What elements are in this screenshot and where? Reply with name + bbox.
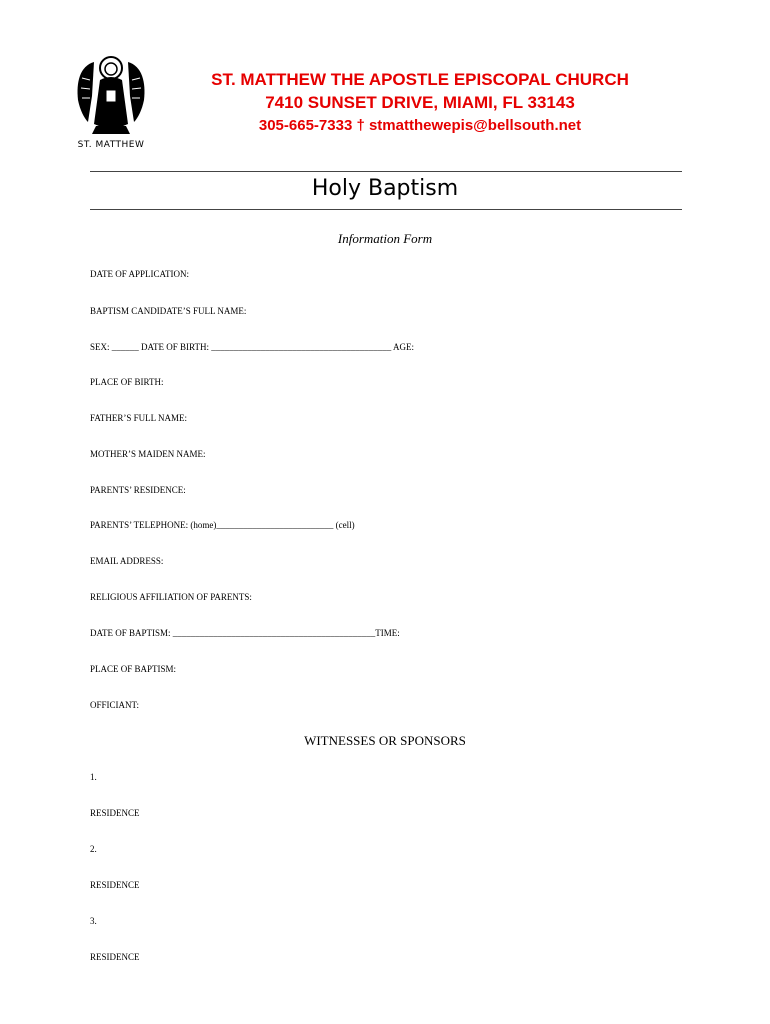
field-date-of-application[interactable]: DATE OF APPLICATION: bbox=[90, 269, 192, 279]
church-logo bbox=[72, 52, 150, 156]
church-contact: 305-665-7333 † stmatthewepis@bellsouth.net bbox=[258, 117, 582, 134]
field-place-of-baptism[interactable]: PLACE OF BAPTISM: bbox=[90, 664, 181, 674]
st-matthew-angel-icon bbox=[72, 52, 150, 142]
field-witness-2-residence[interactable]: RESIDENCE bbox=[90, 880, 142, 890]
field-email-address[interactable]: EMAIL ADDRESS: bbox=[90, 556, 166, 566]
field-mother-maiden-name[interactable]: MOTHER’S MAIDEN NAME: bbox=[90, 449, 208, 459]
field-father-full-name[interactable]: FATHER’S FULL NAME: bbox=[90, 413, 190, 423]
field-parents-telephone[interactable]: PARENTS’ TELEPHONE: (home)__________________________ (cell) bbox=[90, 520, 355, 530]
field-date-time-of-baptism[interactable]: DATE OF BAPTISM: _____________________________________________TIME: bbox=[90, 628, 400, 638]
field-place-of-birth[interactable]: PLACE OF BIRTH: bbox=[90, 377, 166, 387]
logo-caption: ST. MATTHEW bbox=[77, 140, 145, 150]
witnesses-heading: WITNESSES OR SPONSORS bbox=[304, 733, 466, 748]
title-top-rule bbox=[90, 171, 682, 172]
field-religious-affiliation[interactable]: RELIGIOUS AFFILIATION OF PARENTS: bbox=[90, 592, 252, 602]
church-address: 7410 SUNSET DRIVE, MIAMI, FL 33143 bbox=[265, 93, 575, 112]
field-sex-dob-age[interactable]: SEX: ______ DATE OF BIRTH: ________________________________________ AGE: bbox=[90, 342, 417, 352]
title-bottom-rule bbox=[90, 209, 682, 210]
field-witness-1-residence[interactable]: RESIDENCE bbox=[90, 808, 142, 818]
field-candidate-full-name[interactable]: BAPTISM CANDIDATE’S FULL NAME: bbox=[90, 306, 247, 316]
field-witness-3[interactable]: 3. bbox=[90, 916, 99, 926]
page-title: Holy Baptism bbox=[311, 176, 459, 201]
form-subtitle: Information Form bbox=[337, 231, 433, 246]
field-officiant[interactable]: OFFICIANT: bbox=[90, 700, 142, 710]
field-witness-1[interactable]: 1. bbox=[90, 772, 99, 782]
field-parents-residence[interactable]: PARENTS’ RESIDENCE: bbox=[90, 485, 189, 495]
field-witness-2[interactable]: 2. bbox=[90, 844, 99, 854]
church-name: ST. MATTHEW THE APOSTLE EPISCOPAL CHURCH bbox=[211, 70, 629, 89]
field-witness-3-residence[interactable]: RESIDENCE bbox=[90, 952, 142, 962]
